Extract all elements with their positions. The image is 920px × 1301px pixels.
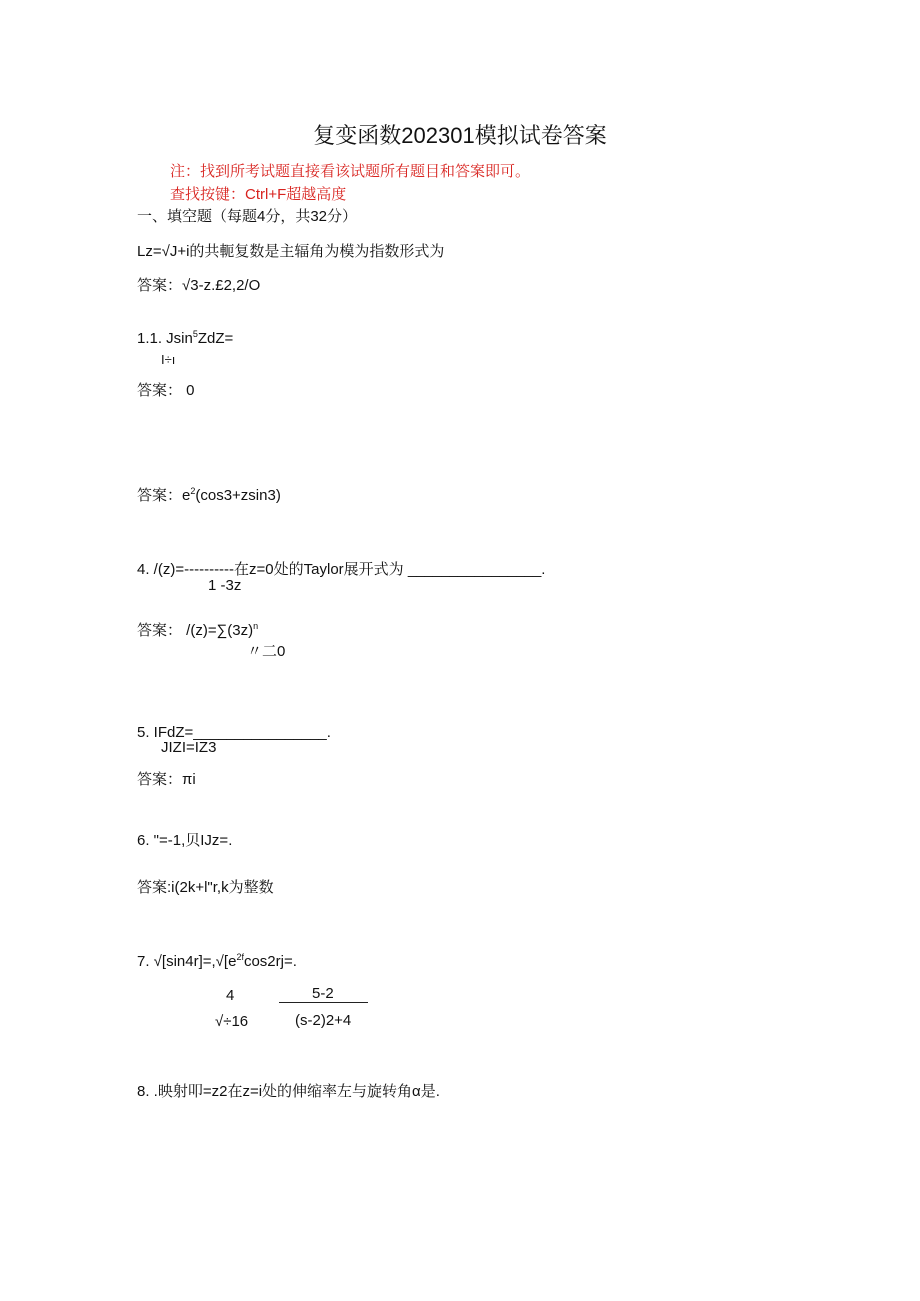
question-1-1-text-a: 1.1. Jsin	[137, 330, 193, 347]
question-5-subline: JIZI=IZ3	[161, 739, 217, 756]
answer-5: 答案：πi	[137, 771, 196, 788]
question-4: 4. /(z)=----------在z=0处的Taylor展开式为 ________________.	[137, 561, 546, 578]
question-1: Lz=√J+i的共軛复数是主辐角为模为指数形式为	[137, 243, 445, 260]
answer-4-text: 答案： /(z)=∑(3z)	[137, 622, 254, 639]
question-7-text-a: 7. √[sin4r]=,√[e	[137, 953, 237, 970]
section-heading: 一、填空题（每题4分，共32分）	[137, 208, 358, 225]
question-7	[137, 953, 297, 971]
answer-7-right-numerator: 5-2	[312, 985, 334, 1002]
question-7-text-b: cos2rj=.	[243, 953, 297, 970]
page-title: 复变函数202301模拟试卷答案	[313, 123, 607, 148]
answer-4-subline: 〃二0	[247, 643, 286, 660]
question-5: 5. IFdZ=________________.	[137, 724, 331, 741]
answer-3-text-a: 答案：e	[137, 487, 191, 504]
question-1-1	[137, 330, 233, 348]
note-line-1: 注：找到所考试题直接看该试题所有题目和答案即可。	[170, 163, 531, 180]
answer-1-1: 答案： 0	[137, 382, 195, 399]
question-4-denominator: 1 -3z	[208, 577, 242, 594]
answer-3-sup: 2	[190, 486, 196, 496]
question-1-1-subline: I÷ı	[161, 352, 176, 367]
question-1-1-text-b: ZdZ=	[197, 330, 234, 347]
note-line-2: 查找按键：Ctrl+F超越高度	[170, 186, 347, 203]
question-6: 6. "=-1,贝IJz=.	[137, 832, 233, 849]
question-1-1-sup: 5	[192, 329, 198, 339]
answer-7-fraction-bar	[279, 1002, 368, 1003]
answer-3	[137, 487, 281, 505]
answer-6: 答案:i(2k+l"r,k为整数	[137, 879, 274, 896]
answer-4	[137, 622, 258, 640]
answer-7-left-denominator: √÷16	[215, 1013, 249, 1030]
question-7-sup: 2f	[236, 952, 244, 962]
question-8: 8. .映射叩=z2在z=i处的伸缩率左与旋转角α是.	[137, 1083, 440, 1100]
answer-7-left-numerator: 4	[226, 987, 235, 1004]
answer-1: 答案：√3-z.£2,2/O	[137, 277, 261, 294]
answer-7-right-denominator: (s-2)2+4	[295, 1012, 352, 1029]
answer-4-sup: n	[253, 621, 259, 631]
answer-3-text-b: (cos3+zsin3)	[195, 487, 281, 504]
